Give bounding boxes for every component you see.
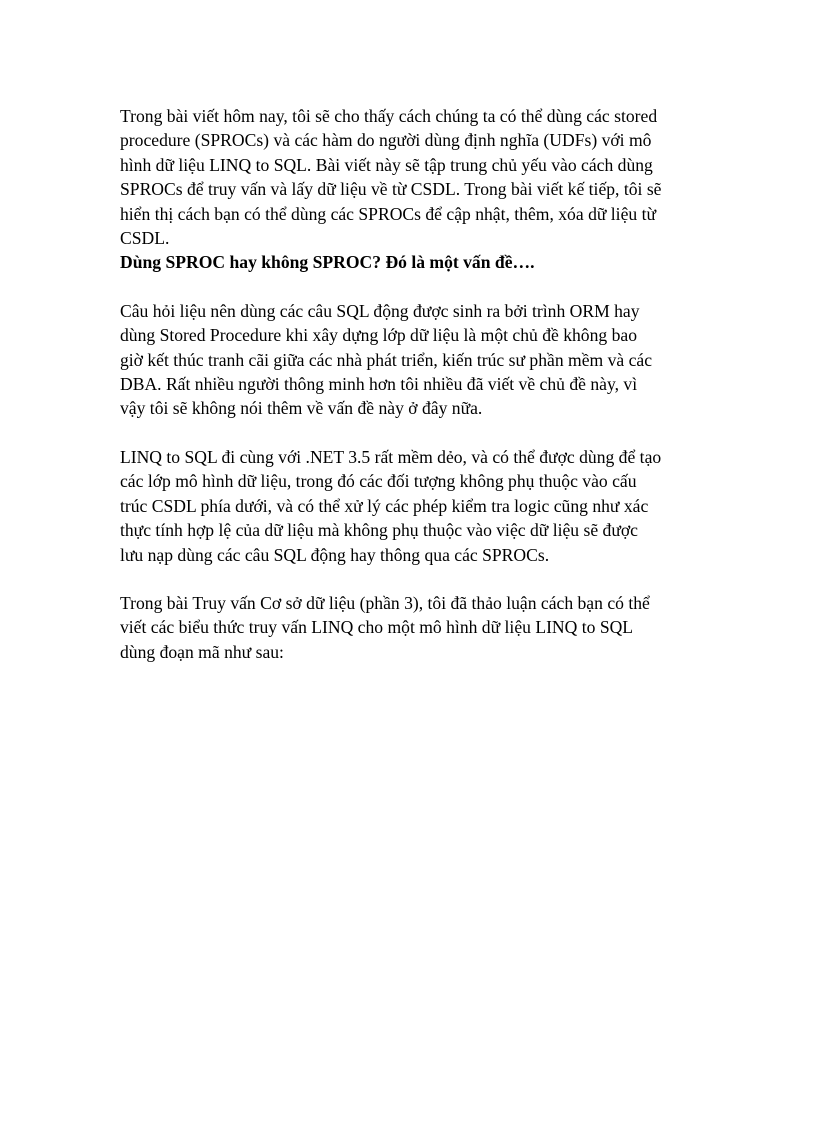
intro-paragraph: Trong bài viết hôm nay, tôi sẽ cho thấy cách chúng ta có thể dùng các stored procedure (SPROCs) và các hàm do người dùng định nghĩa (UDFs) với mô hình dữ liệu LINQ to SQL. Bài viết này sẽ tập trung chủ yếu vào cách dùng SPROCs để truy vấn và lấy dữ liệu về từ CSDL. Trong bài viết kế tiếp, tôi sẽ hiển thị cách bạn có thể dùng các SPROCs để cập nhật, thêm, xóa dữ liệu từ CSDL. (120, 106, 662, 249)
paragraph-spacer (120, 567, 710, 591)
paragraph-spacer (120, 275, 710, 299)
document-body (120, 104, 710, 664)
linq-flexibility-paragraph: LINQ to SQL đi cùng với .NET 3.5 rất mềm dẻo, và có thể được dùng để tạo các lớp mô hình dữ liệu, trong đó các đối tượng không phụ thuộc vào cấu trúc CSDL phía dưới, và có thể xử lý các phép kiểm tra logic cũng như xác thực tính hợp lệ của dữ liệu mà không phụ thuộc vào việc dữ liệu sẽ được lưu nạp dùng các câu SQL động hay thông qua các SPROCs. (120, 446, 662, 565)
paragraph-spacer (120, 421, 710, 445)
section-heading: Dùng SPROC hay không SPROC? Đó là một vấn đề…. (120, 252, 535, 273)
query-intro-paragraph: Trong bài Truy vấn Cơ sở dữ liệu (phần 3), tôi đã thảo luận cách bạn có thể viết các biểu thức truy vấn LINQ cho một mô hình dữ liệu LINQ to SQL dùng đoạn mã như sau: (120, 592, 650, 662)
sproc-debate-paragraph: Câu hỏi liệu nên dùng các câu SQL động được sinh ra bởi trình ORM hay dùng Stored Procedure khi xây dựng lớp dữ liệu là một chủ đề không bao giờ kết thúc tranh cãi giữa các nhà phát triển, kiến trúc sư phần mềm và các DBA. Rất nhiều người thông minh hơn tôi nhiều đã viết về chủ đề này, vì vậy tôi sẽ không nói thêm về vấn đề này ở đây nữa. (120, 300, 653, 419)
